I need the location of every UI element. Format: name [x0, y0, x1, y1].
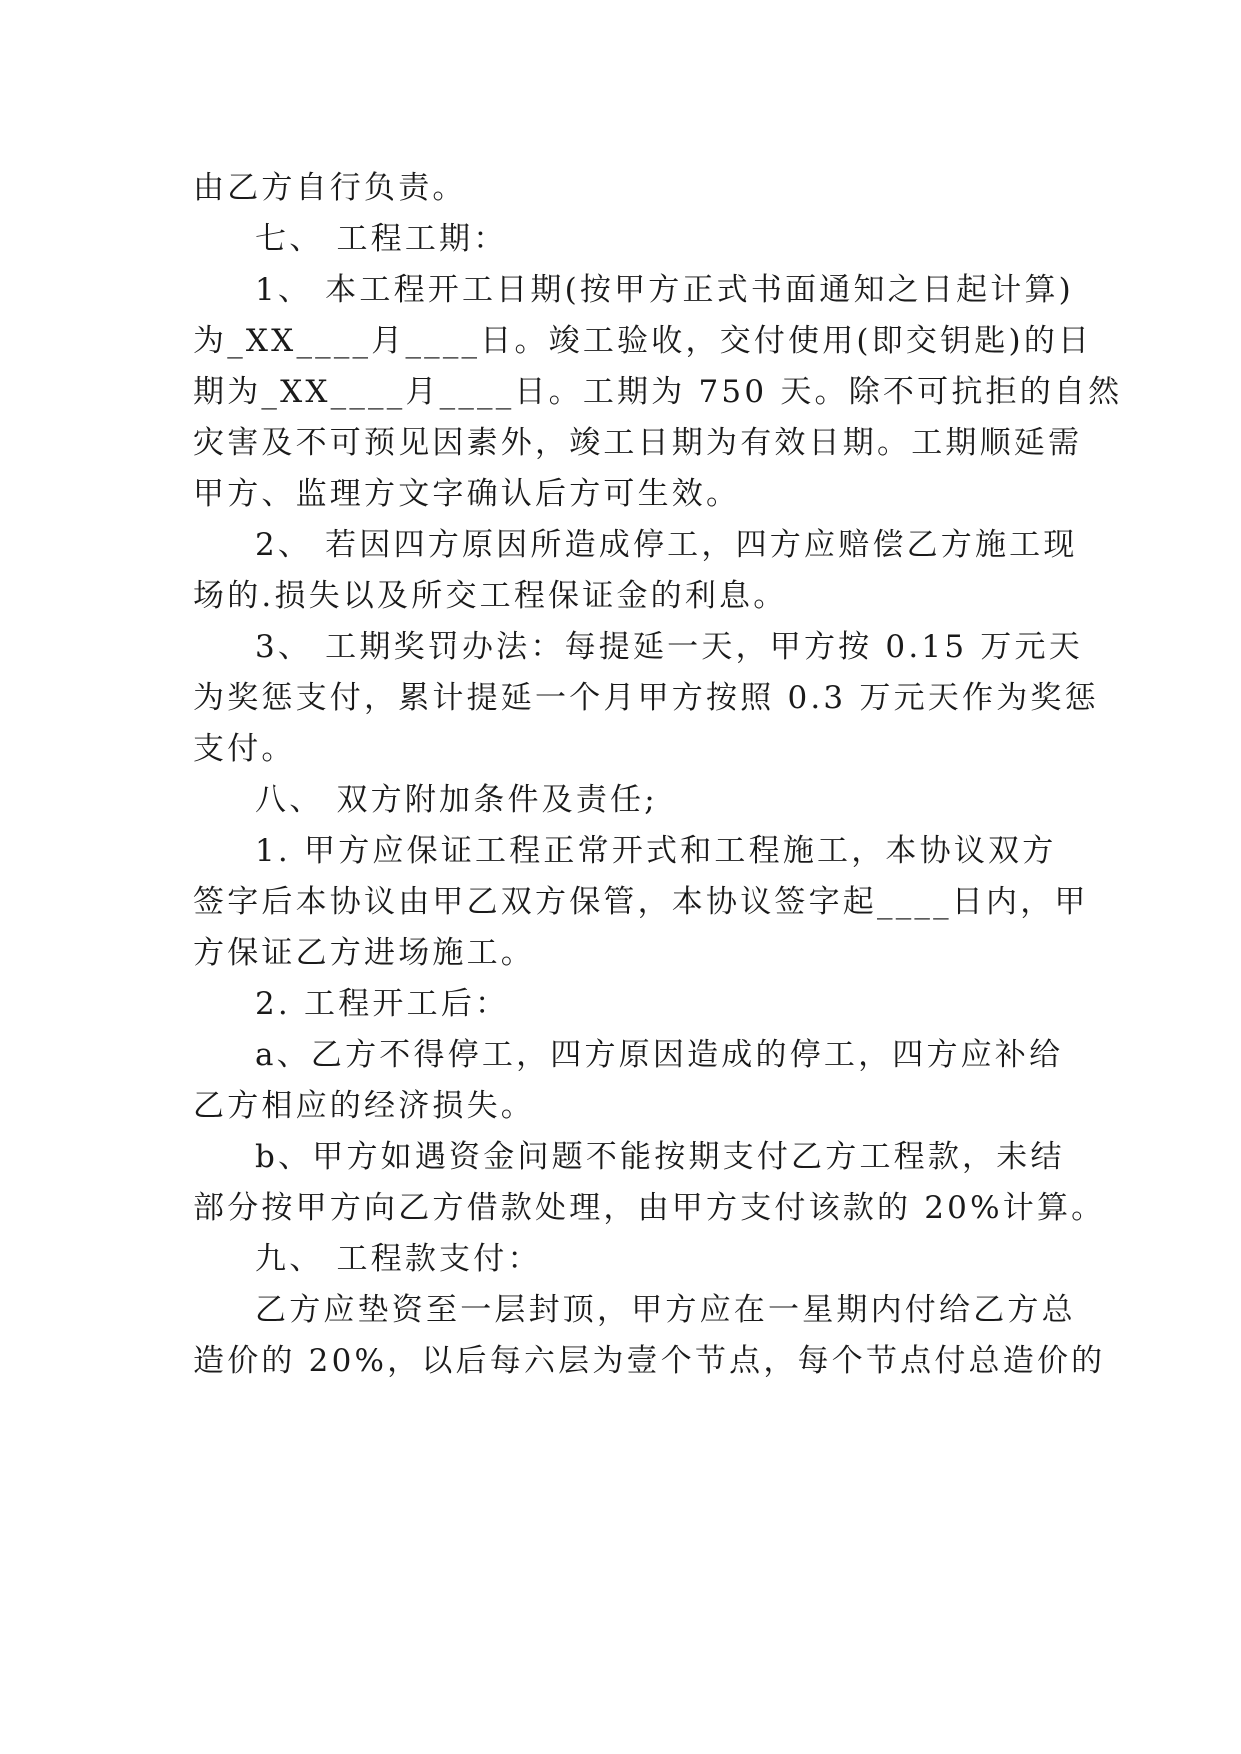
text-line: 场的.损失以及所交工程保证金的利息。	[193, 578, 788, 614]
text-line: 1. 甲方应保证工程正常开式和工程施工，本协议双方	[255, 833, 1057, 869]
text-line: 1、 本工程开工日期(按甲方正式书面通知之日起计算)	[255, 272, 1074, 308]
text-line: 乙方相应的经济损失。	[193, 1088, 535, 1124]
text-line: 2、 若因四方原因所造成停工，四方应赔偿乙方施工现	[255, 527, 1078, 563]
text-line: 灾害及不可预见因素外，竣工日期为有效日期。工期顺延需	[193, 425, 1083, 461]
text-line: 乙方应垫资至一层封顶，甲方应在一星期内付给乙方总	[255, 1292, 1076, 1328]
text-line: 3、 工期奖罚办法：每提延一天，甲方按 0.15 万元天	[255, 629, 1083, 665]
section-heading-8: 八、 双方附加条件及责任;	[255, 782, 658, 818]
text-line: 甲方、监理方文字确认后方可生效。	[193, 476, 741, 512]
text-line: 支付。	[193, 731, 296, 767]
text-line: 2. 工程开工后：	[255, 986, 510, 1022]
text-line: 造价的 20%，以后每六层为壹个节点，每个节点付总造价的	[193, 1343, 1106, 1379]
text-line: 由乙方自行负责。	[193, 170, 467, 206]
text-line: 方保证乙方进场施工。	[193, 935, 535, 971]
text-line: 为_XX____月____日。竣工验收，交付使用(即交钥匙)的日	[193, 323, 1093, 359]
text-line: a、乙方不得停工，四方原因造成的停工，四方应补给	[255, 1037, 1064, 1073]
text-line: 部分按甲方向乙方借款处理，由甲方支付该款的 20%计算。	[193, 1190, 1106, 1226]
text-line: b、甲方如遇资金问题不能按期支付乙方工程款，未结	[255, 1139, 1065, 1175]
section-heading-9: 九、 工程款支付：	[255, 1241, 542, 1277]
text-line: 为奖惩支付，累计提延一个月甲方按照 0.3 万元天作为奖惩	[193, 680, 1099, 716]
text-line: 签字后本协议由甲乙双方保管，本协议签字起____日内，甲	[193, 884, 1089, 920]
section-heading-7: 七、 工程工期：	[255, 221, 508, 257]
text-line: 期为_XX____月____日。工期为 750 天。除不可抗拒的自然	[193, 374, 1123, 410]
